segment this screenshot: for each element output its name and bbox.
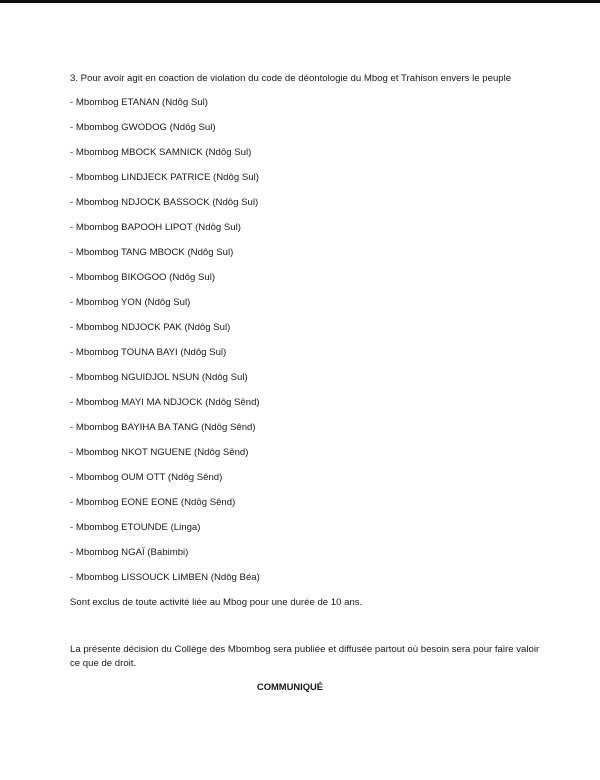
communique-heading: COMMUNIQUÉ bbox=[256, 681, 324, 692]
list-item: - Mbombog NGAÏ (Babimbi) bbox=[70, 547, 189, 558]
list-item: - Mbombog NKOT NGUENE (Ndôg Sênd) bbox=[70, 447, 249, 458]
list-item: - Mbombog BAPOOH LIPOT (Ndôg Sul) bbox=[70, 222, 241, 233]
list-item: - Mbombog NDJOCK BASSOCK (Ndôg Sul) bbox=[70, 197, 259, 208]
top-border-rule bbox=[0, 0, 600, 3]
list-item: - Mbombog BIKOGOO (Ndôg Sul) bbox=[70, 272, 216, 283]
exclusion-note: Sont exclus de toute activité liée au Mbog pour une durée de 10 ans. bbox=[70, 597, 363, 608]
list-item: - Mbombog MBOCK SAMNICK (Ndôg Sul) bbox=[70, 147, 252, 158]
list-item: - Mbombog YON (Ndôg Sul) bbox=[70, 297, 191, 308]
list-item: - Mbombog ETANAN (Ndôg Sul) bbox=[70, 97, 208, 108]
decision-paragraph: La présente décision du Collège des Mbombog sera publiée et diffusée partout où besoin sera pour faire valoir ce que de droit. bbox=[70, 644, 540, 669]
list-item: - Mbombog OUM OTT (Ndôg Sênd) bbox=[70, 472, 223, 483]
list-item: - Mbombog MAYI MA NDJOCK (Ndôg Sênd) bbox=[70, 397, 260, 408]
list-item: - Mbombog BAYIHA BA TANG (Ndôg Sênd) bbox=[70, 422, 256, 433]
list-item: - Mbombog TANG MBOCK (Ndôg Sul) bbox=[70, 247, 234, 258]
list-item: - Mbombog LISSOUCK LIMBEN (Ndôg Béa) bbox=[70, 572, 260, 583]
list-item: - Mbombog GWODOG (Ndôg Sul) bbox=[70, 122, 216, 133]
document-body bbox=[70, 73, 550, 692]
list-item: - Mbombog LINDJECK PATRICE (Ndôg Sul) bbox=[70, 172, 259, 183]
list-item: - Mbombog ETOUNDE (Linga) bbox=[70, 522, 201, 533]
section-heading: 3. Pour avoir agit en coaction de violation du code de déontologie du Mbog et Trahison envers le peuple bbox=[70, 73, 512, 84]
list-item: - Mbombog TOUNA BAYI (Ndôg Sul) bbox=[70, 347, 227, 358]
list-item: - Mbombog EONE EONE (Ndôg Sênd) bbox=[70, 497, 236, 508]
list-item: - Mbombog NDJOCK PAK (Ndôg Sul) bbox=[70, 322, 231, 333]
member-list bbox=[70, 97, 550, 584]
list-item: - Mbombog NGUIDJOL NSUN (Ndôg Sul) bbox=[70, 372, 248, 383]
